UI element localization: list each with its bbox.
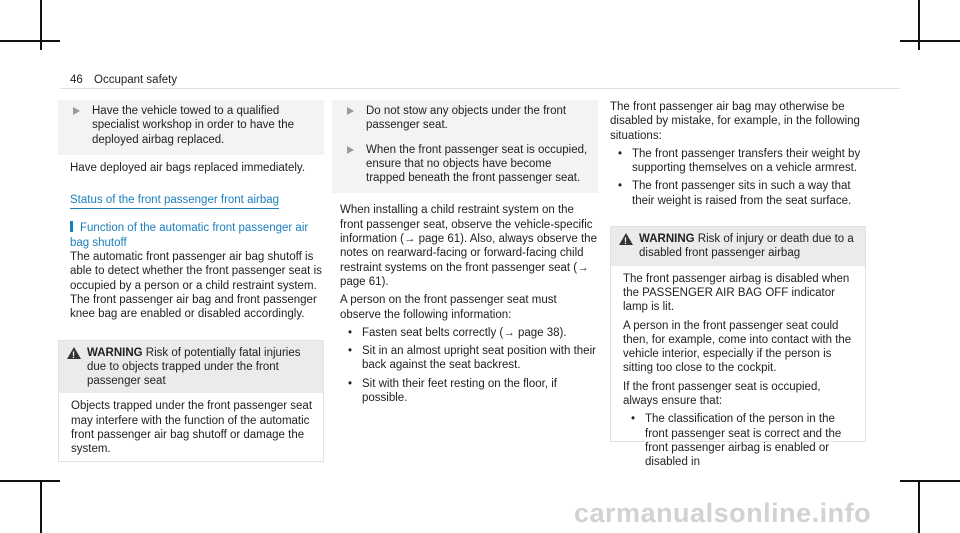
crop-mark	[0, 40, 60, 42]
section-link-heading[interactable]: Status of the front passenger front airbag	[70, 194, 279, 209]
warning-body: If the front passenger seat is occupied, always ensure that:	[623, 380, 821, 408]
column-2	[332, 100, 598, 405]
paragraph: The automatic front passenger air bag shutoff is able to detect whether the front passenger seat is occupied by a person or a child restraint system. The front passenger air bag and front passenger knee bag are enabled or disabled accordingly.	[70, 251, 322, 321]
bullet-item: • Fasten seat belts correctly (→ page 38).	[340, 326, 598, 340]
paragraph: Have deployed air bags replaced immediately.	[70, 161, 306, 174]
bullet-item: • Sit in an almost upright seat position with their back against the seat backrest.	[340, 344, 598, 373]
paragraph: When installing a child restraint system on the front passenger seat, observe the vehicle-specific information (→ page 61). Also, always observe the notes on rearward-facing or forward-facing child restraint systems on the front passenger seat (→ page 61).	[340, 204, 597, 288]
subheading-marker	[70, 221, 73, 232]
crop-mark	[918, 480, 920, 533]
bullet-item: • The classification of the person in the front passenger seat is correct and the front passenger airbag is enabled or disabled in	[623, 412, 857, 469]
crop-mark	[40, 0, 42, 50]
warning-title: Risk of potentially fatal injuries due to objects trapped under the front passenger seat	[87, 346, 301, 388]
crop-mark	[900, 480, 960, 482]
instruction-box	[332, 100, 598, 193]
warning-body: The front passenger airbag is disabled when the PASSENGER AIR BAG OFF indicator lamp is lit.	[623, 272, 850, 314]
warning-body: A person in the front passenger seat could then, for example, come into contact with the vehicle interior, especially if the person is sitting too close to the cockpit.	[623, 319, 852, 375]
bullet-item: • Sit with their feet resting on the floor, if possible.	[340, 377, 598, 406]
instruction-step: When the front passenger seat is occupied, ensure that no objects have become trapped beneath the front passenger seat.	[340, 143, 590, 186]
instruction-step: Have the vehicle towed to a qualified specialist workshop in order to have the deployed airbag replaced.	[66, 104, 316, 147]
warning-body: Objects trapped under the front passenger seat may interfere with the function of the automatic front passenger air bag shutoff or damage the system.	[71, 400, 313, 456]
instruction-step: Do not stow any objects under the front passenger seat.	[340, 104, 590, 133]
warning-triangle-icon	[67, 347, 81, 359]
warning-box	[610, 226, 866, 469]
warning-title: Risk of injury or death due to a disabled front passenger airbag	[639, 233, 854, 260]
page-number: 46	[70, 74, 83, 86]
paragraph: A person on the front passenger seat must observe the following information:	[340, 294, 557, 321]
page-header	[70, 74, 177, 86]
warning-label: WARNING	[87, 346, 143, 359]
crop-mark	[40, 480, 42, 533]
header-divider	[60, 88, 900, 89]
bullet-item: • The front passenger transfers their weight by supporting themselves on a vehicle armrest.	[610, 147, 866, 176]
warning-header	[59, 341, 323, 394]
column-3	[610, 100, 866, 469]
bullet-item: • The front passenger sits in such a way that their weight is raised from the seat surface.	[610, 179, 866, 208]
section-title: Occupant safety	[94, 74, 178, 86]
column-1	[58, 100, 324, 462]
warning-label: WARNING	[639, 233, 695, 246]
subheading	[58, 221, 324, 250]
paragraph: The front passenger air bag may otherwise be disabled by mistake, for example, in the following situations:	[610, 101, 860, 142]
crop-mark	[900, 40, 960, 42]
warning-header	[611, 227, 865, 266]
warning-triangle-icon	[619, 233, 633, 245]
subheading-text: Function of the automatic front passenger air bag shutoff	[70, 222, 309, 249]
crop-mark	[918, 0, 920, 50]
watermark: carmanualsonline.info	[574, 498, 872, 528]
crop-mark	[0, 480, 60, 482]
instruction-box	[58, 100, 324, 155]
warning-box	[58, 340, 324, 462]
